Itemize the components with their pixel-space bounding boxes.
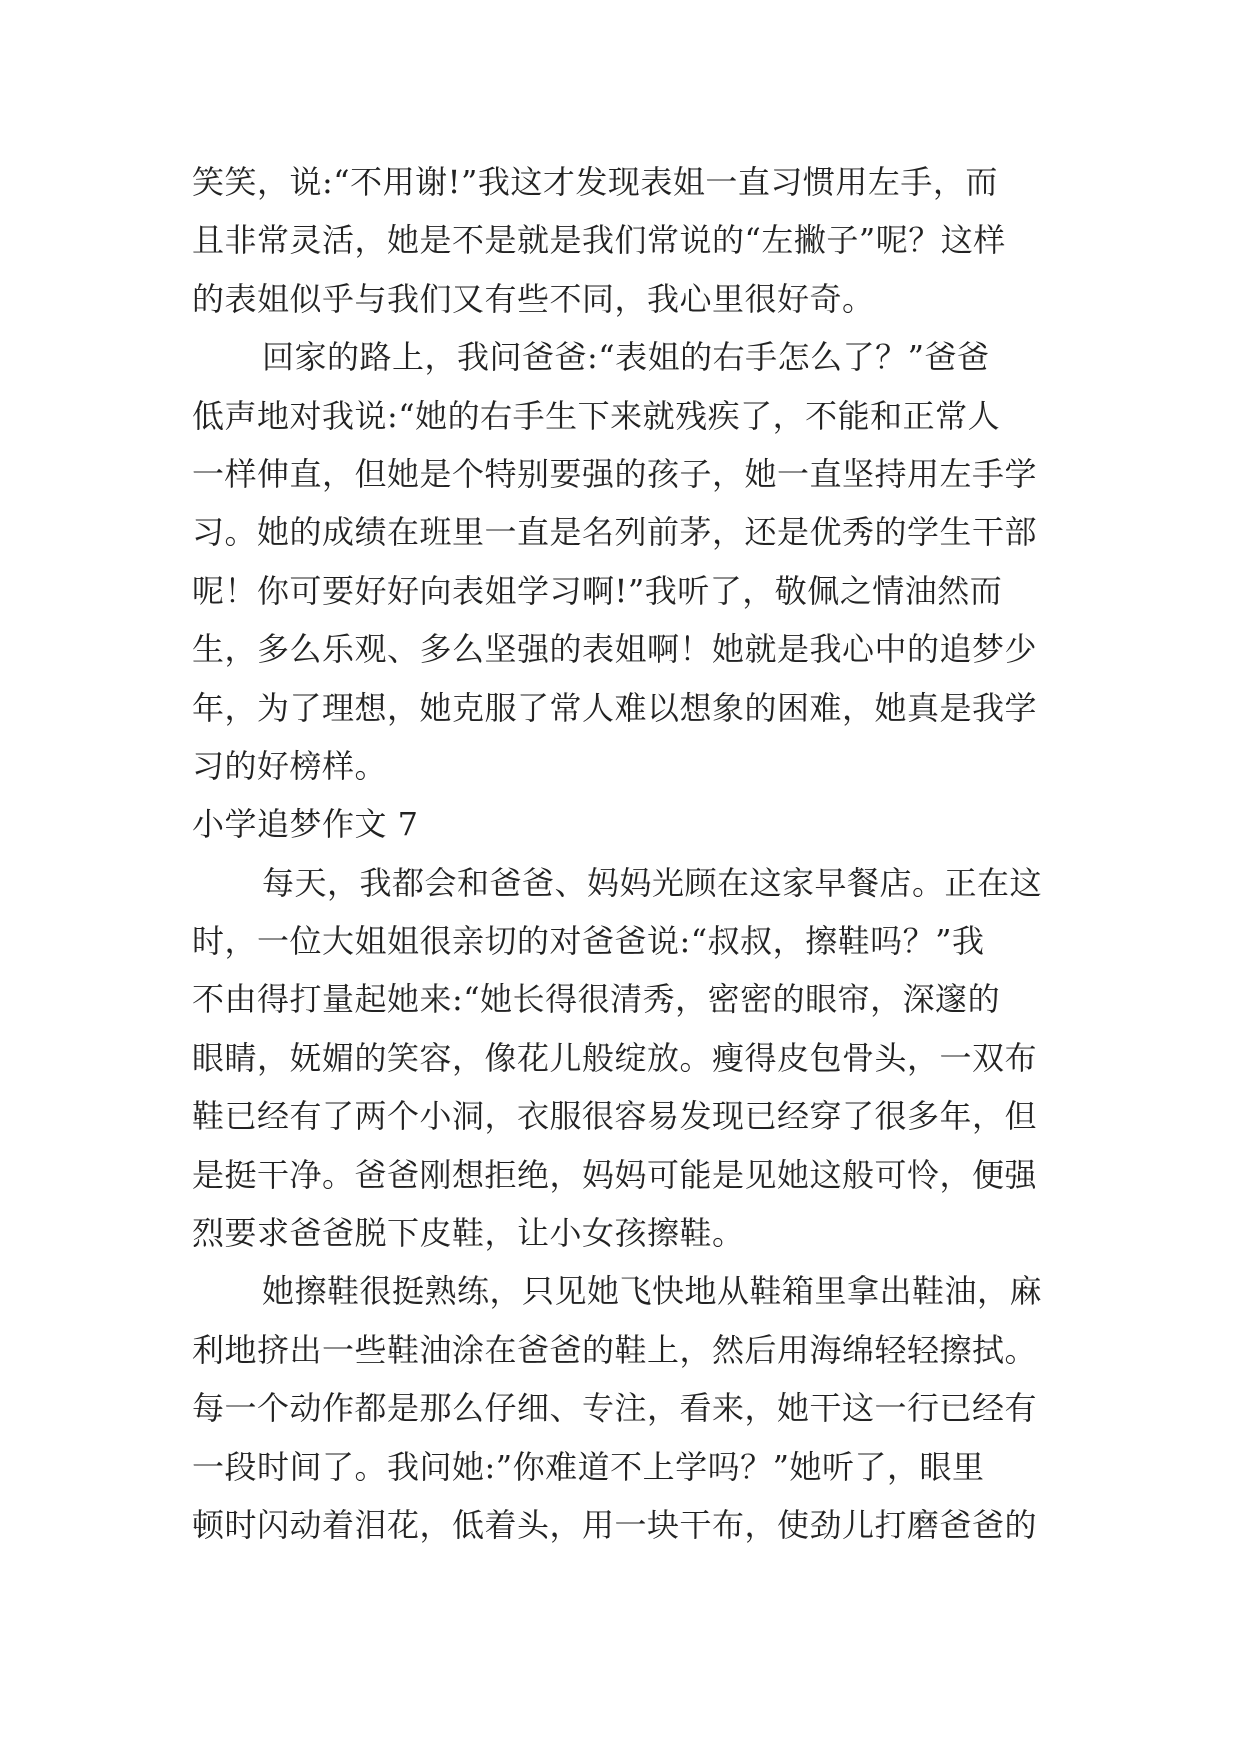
text-line: 回家的路上，我问爸爸:“表姐的右手怎么了？”爸爸 [262,338,990,377]
text-line: 不由得打量起她来:“她长得很清秀，密密的眼帘，深邃的 [192,980,1001,1019]
text-line: 鞋已经有了两个小洞，衣服很容易发现已经穿了很多年，但 [192,1097,1038,1136]
text-line: 利地挤出一些鞋油涂在爸爸的鞋上，然后用海绵轻轻擦拭。 [192,1330,1038,1369]
text-line: 生，多么乐观、多么坚强的表姐啊！她就是我心中的追梦少 [192,630,1038,669]
text-line: 顿时闪动着泪花，低着头，用一块干布，使劲儿打磨爸爸的 [192,1505,1038,1544]
text-line: 习的好榜样。 [192,746,388,785]
text-line: 且非常灵活，她是不是就是我们常说的“左撇子”呢？这样 [192,221,1006,260]
text-line: 是挺干净。爸爸刚想拒绝，妈妈可能是见她这般可怜，便强 [192,1155,1038,1194]
text-line: 笑笑，说:“不用谢!”我这才发现表姐一直习惯用左手，而 [192,163,998,201]
text-line: 习。她的成绩在班里一直是名列前茅，还是优秀的学生干部 [192,513,1038,552]
paragraph [192,153,1072,328]
paragraph [192,854,1072,1263]
text-line: 她擦鞋很挺熟练，只见她飞快地从鞋箱里拿出鞋油，麻 [262,1272,1043,1311]
paragraph [192,328,1072,795]
section-heading [192,795,1072,853]
text-line: 每天，我都会和爸爸、妈妈光顾在这家早餐店。正在这 [262,863,1043,902]
text-line: 眼睛，妩媚的笑容，像花儿般绽放。瘦得皮包骨头，一双布 [192,1038,1038,1077]
text-line: 年，为了理想，她克服了常人难以想象的困难，她真是我学 [192,688,1038,727]
text-line: 呢！你可要好好向表姐学习啊!”我听了，敬佩之情油然而 [192,571,1003,610]
text-line: 时，一位大姐姐很亲切的对爸爸说:“叔叔，擦鞋吗？”我 [192,922,985,961]
text-line: 一段时间了。我问她:”你难道不上学吗？”她听了，眼里 [192,1447,985,1486]
text-line: 每一个动作都是那么仔细、专注，看来，她干这一行已经有 [192,1389,1038,1428]
document-body [192,153,1072,1554]
text-line: 低声地对我说:“她的右手生下来就残疾了，不能和正常人 [192,396,1001,435]
heading-text: 小学追梦作文 7 [192,805,419,844]
text-line: 一样伸直，但她是个特别要强的孩子，她一直坚持用左手学 [192,454,1038,493]
text-line: 的表姐似乎与我们又有些不同，我心里很好奇。 [192,279,875,318]
text-line: 烈要求爸爸脱下皮鞋，让小女孩擦鞋。 [192,1214,745,1253]
paragraph [192,1262,1072,1554]
